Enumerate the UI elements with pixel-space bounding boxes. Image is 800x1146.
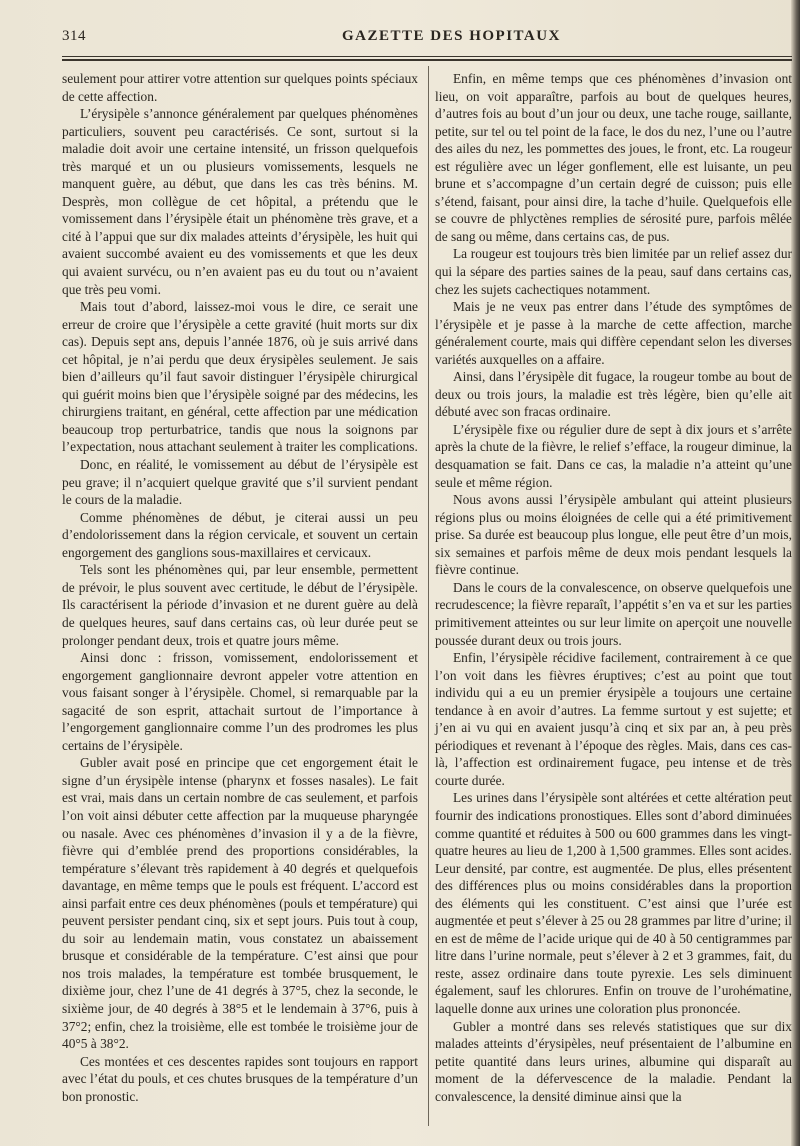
header-rule-thick xyxy=(62,59,792,61)
left-column xyxy=(62,70,418,1105)
paragraph: Donc, en réalité, le vomissement au début de l’érysipèle est peu grave; il n’acquiert quelque gravité que s’il survient pendant le cours de la maladie. xyxy=(62,457,418,508)
paragraph: Tels sont les phénomènes qui, par leur ensemble, permettent de prévoir, le plus souvent avec certitude, le début de l’érysipèle. Ils caractérisent la période d’invasion et ne durent guère au delà de quelques heures, sauf dans certains cas, où leur durée peut se prolonger pendant deux, trois et quatre jours même. xyxy=(62,562,418,648)
paragraph: L’érysipèle s’annonce généralement par quelques phénomènes particuliers, souvent peu caractérisés. Ce sont, surtout si la maladie doit avoir une certaine intensité, un frisson quelquefois très marqué et un ou plusieurs vomissements, lesquels ne manquent guère, au début, que dans les cas très bénins. M. Desprès, mon collègue de cet hôpital, a prétendu que le vomissement dans l’érysipèle était un phénomène très grave, et a cité à l’appui que sur dix malades atteints d’érysipèle, les huit qui avaient succombé avaient eu des vomissements et que les deux qui avaient survécu, ou n’en avaient pas eu du tout ou n’avaient que très peu vomi. xyxy=(62,106,418,297)
paragraph: Gubler avait posé en principe que cet engorgement était le signe d’un érysipèle intense (pharynx et fosses nasales). Le fait est vrai, mais dans un certain nombre de cas seulement, et parfois l’on voit ainsi débuter cette affection par la muqueuse pharyngée ou nasale. Avec ces phénomènes d’invasion il y a de la fièvre, fièvre qui d’emblée prend des proportions considérables, la température s’élevant très rapidement à 40 degrés et quelquefois davantage, en même temps que le pouls est fréquent. L’accord est ainsi parfait entre ces deux phénomènes (pouls et température) qui peuvent persister pendant cinq, six et sept jours. Puis tout à coup, du soir au lendemain matin, vous constatez un abaissement brusque et considérable de la température. C’est ainsi que pour nos trois malades, la température est tombée brusquement, le dixième jour, chez l’une de 41 degrés à 37°5, chez la seconde, le sixième jour, de 40 degrés à 38°5 et le lendemain à 37°6, puis à 37°2; enfin, chez la troisième, elle est tombée le troisième jour de 40°5 à 38°2. xyxy=(62,755,418,1052)
paragraph: La rougeur est toujours très bien limitée par un relief assez dur qui la sépare des parties saines de la peau, sauf dans certains cas, chez les sujets cachectiques notamment. xyxy=(435,246,792,297)
paragraph: Ainsi, dans l’érysipèle dit fugace, la rougeur tombe au bout de deux ou trois jours, la maladie est très légère, bien qu’elle ait débuté avec son fracas ordinaire. xyxy=(435,369,792,420)
paragraph: Dans le cours de la convalescence, on observe quelquefois une recrudescence; la fièvre reparaît, l’appétit s’en va et sur les parties primitivement atteintes ou sur leur limite on aperçoit une nouvelle poussée durant deux ou trois jours. xyxy=(435,579,792,648)
paragraph: Les urines dans l’érysipèle sont altérées et cette altération peut fournir des indications pronostiques. Elles sont d’abord diminuées comme quantité et réduites à 500 ou 600 grammes dans les vingt-quatre heures au lieu de 1,200 à 1,500 grammes. Elles sont acides. Leur densité, par contre, est augmentée. De plus, elles présentent des différences plus ou moins considérables dans la proportion des éléments qui les constituent. C’est ainsi que l’urée est augmentée et peut s’élever à 25 ou 28 grammes par litre d’urine; il en est de même de l’acide urique qui de 40 à 50 centigrammes par litre dans l’urine normale, peut s’élever à 2 et 3 grammes, fait, du reste, assez ordinaire dans toute pyrexie. Les sels diminuent également, sauf les chlorures. Enfin on trouve de l’urohématine, laquelle donne aux urines une coloration plus prononcée. xyxy=(435,790,792,1016)
journal-title: GAZETTE DES HOPITAUX xyxy=(342,28,561,44)
paragraph: Mais tout d’abord, laissez-moi vous le dire, ce serait une erreur de croire que l’érysipèle a cette gravité (huit morts sur dix cas). Depuis sept ans, depuis l’année 1876, où je suis arrivé dans cet hôpital, je n’ai perdu que deux érysipèles seulement. Je sais bien d’ailleurs qu’il faut savoir distinguer l’érysipèle chirurgical qui guérit moins bien que l’érysipèle soigné par des médecins, les chirurgiens traitant, en général, cette affection par une médication beaucoup trop perturbatrice, tandis que nous la soignons par l’expectation, nous attachant seulement à traiter les complications. xyxy=(62,299,418,455)
page-header xyxy=(62,28,792,50)
paragraph: Enfin, l’érysipèle récidive facilement, contrairement à ce que l’on voit dans les fièvres éruptives; c’est au point que tout individu qui a eu un premier érysipèle a toujours une certaine tendance à en avoir d’autres. La femme surtout y est sujette; et j’en ai vu qui en avaient jusqu’à cinq et six par an, à peu près périodiques et revenant à l’époque des règles. Mais, dans ces cas-là, l’affection est ordinairement fugace, peu intense et de très courte durée. xyxy=(435,650,792,788)
paragraph: L’érysipèle fixe ou régulier dure de sept à dix jours et s’arrête après la chute de la fièvre, le relief s’efface, la rougeur diminue, la desquamation se fait. Dans ce cas, la maladie n’a atteint qu’une seule et même région. xyxy=(435,421,792,490)
paragraph: seulement pour attirer votre attention sur quelques points spéciaux de cette affection. xyxy=(62,71,418,104)
right-column xyxy=(435,70,792,1105)
paragraph: Gubler a montré dans ses relevés statistiques que sur dix malades atteints d’érysipèles, neuf présentaient de l’albumine en petite quantité dans leurs urines, albumine qui disparaît au moment de la défervescence de la maladie. Pendant la convalescence, la densité diminue ainsi que la xyxy=(435,1018,792,1104)
column-divider xyxy=(428,66,429,1126)
paragraph: Comme phénomènes de début, je citerai aussi un peu d’endolorissement dans la région cervicale, et souvent un certain engorgement des ganglions sous-maxillaires et cervicaux. xyxy=(62,509,418,560)
paragraph: Nous avons aussi l’érysipèle ambulant qui atteint plusieurs régions plus ou moins éloignées de celle qui a été primitivement prise. Sa durée est beaucoup plus longue, elle peut être d’un mois, six semaines et parfois même de deux mois pendant lesquels la fièvre continue. xyxy=(435,492,792,578)
page-edge-shadow xyxy=(791,0,800,1146)
paragraph: Ces montées et ces descentes rapides sont toujours en rapport avec l’état du pouls, et ces chutes brusques de la température d’un bon pronostic. xyxy=(62,1053,418,1104)
page-number: 314 xyxy=(62,28,86,44)
paragraph: Ainsi donc : frisson, vomissement, endolorissement et engorgement ganglionnaire devront appeler votre attention en vous faisant songer à l’érysipèle. Chomel, si remarquable par la sagacité de son esprit, attachait surtout de l’importance à l’engorgement ganglionnaire comme l’un des prodromes les plus certains de l’érysipèle. xyxy=(62,650,418,753)
paragraph: Enfin, en même temps que ces phénomènes d’invasion ont lieu, on voit apparaître, parfois au bout de quelques heures, d’autres fois au bout d’un jour ou deux, une tache rouge, saillante, petite, sur tel ou tel point de la face, le dos du nez, l’une ou l’autre des ailes du nez, les pommettes des joues, le front, etc. La rougeur est régulière avec un léger gonflement, elle est luisante, un peu brune et s’accompagne d’un certain degré de cuisson; puis elle s’étend, faisant, pour ainsi dire, la tache d’huile. Quelquefois elle se couvre de phlyctènes remplies de sérosité pure, parfois mêlée de sang ou même, dans certains cas, de pus. xyxy=(435,71,792,244)
paragraph: Mais je ne veux pas entrer dans l’étude des symptômes de l’érysipèle et je passe à la marche de cette affection, marche généralement courte, mais qui diffère cependant selon les diverses variétés auxquelles on a affaire. xyxy=(435,299,792,367)
header-rule xyxy=(62,56,792,57)
